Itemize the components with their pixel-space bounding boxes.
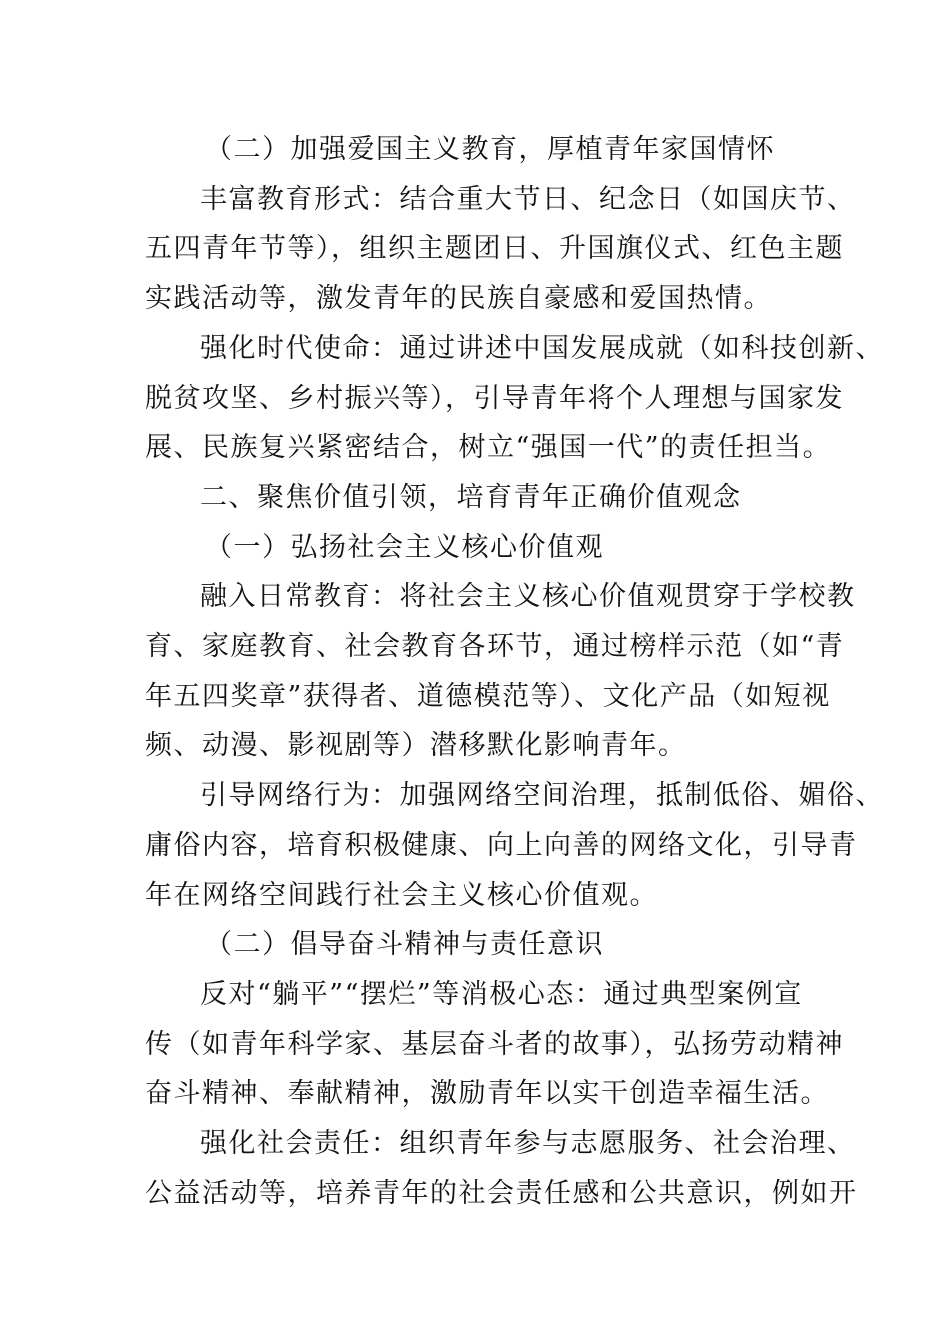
paragraph-line: 公益活动等，培养青年的社会责任感和公共意识，例如开	[145, 1177, 858, 1209]
subsection-heading-striving: （二）倡导奋斗精神与责任意识	[205, 929, 604, 961]
paragraph-line: 反对“躺平”“摆烂”等消极心态：通过典型案例宣	[200, 978, 803, 1010]
paragraph-line: 年五四奖章”获得者、道德模范等）、文化产品（如短视	[145, 680, 831, 712]
paragraph-line: 引导网络行为：加强网络空间治理，抵制低俗、媚俗、	[200, 780, 884, 812]
paragraph-line: 展、民族复兴紧密结合，树立“强国一代”的责任担当。	[145, 432, 832, 464]
paragraph-line: 强化时代使命：通过讲述中国发展成就（如科技创新、	[200, 332, 884, 364]
section-heading-values: 二、聚焦价值引领，培育青年正确价值观念	[200, 481, 742, 513]
document-body	[145, 125, 884, 1218]
paragraph-line: 频、动漫、影视剧等）潜移默化影响青年。	[145, 730, 687, 762]
paragraph-line: 脱贫攻坚、乡村振兴等），引导青年将个人理想与国家发	[145, 382, 844, 414]
section-heading-patriotism: （二）加强爱国主义教育，厚植青年家国情怀	[205, 134, 775, 165]
paragraph-line: 育、家庭教育、社会教育各环节，通过榜样示范（如“青	[145, 631, 845, 663]
paragraph-line: 奋斗精神、奉献精神，激励青年以实干创造幸福生活。	[145, 1078, 829, 1110]
paragraph-line: 五四青年节等），组织主题团日、升国旗仪式、红色主题	[145, 233, 844, 265]
paragraph-line: 丰富教育形式：结合重大节日、纪念日（如国庆节、	[200, 183, 856, 215]
paragraph-line: 庸俗内容，培育积极健康、向上向善的网络文化，引导青	[145, 829, 858, 861]
paragraph-line: 强化社会责任：组织青年参与志愿服务、社会治理、	[200, 1128, 856, 1160]
paragraph-line: 融入日常教育：将社会主义核心价值观贯穿于学校教	[200, 581, 856, 613]
paragraph-line: 实践活动等，激发青年的民族自豪感和爱国热情。	[145, 283, 772, 315]
paragraph-line: 传（如青年科学家、基层奋斗者的故事），弘扬劳动精神	[145, 1028, 844, 1060]
subsection-heading-core-values: （一）弘扬社会主义核心价值观	[205, 531, 604, 563]
paragraph-line: 年在网络空间践行社会主义核心价值观。	[145, 879, 658, 911]
